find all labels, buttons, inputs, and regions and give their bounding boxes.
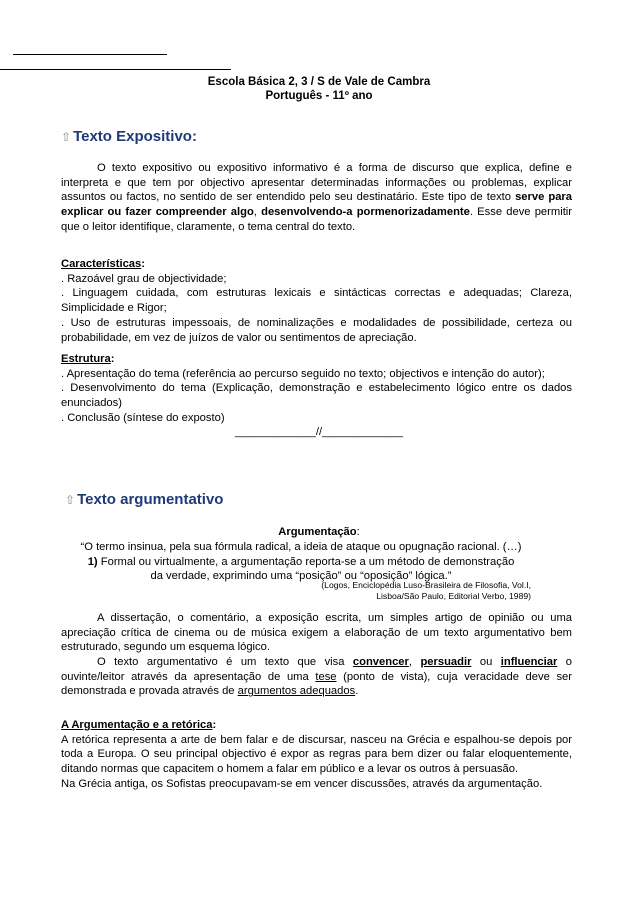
expositivo-intro: O texto expositivo ou expositivo informativo é a forma de discurso que explica, define e interpreta e que tem por objectivo apresentar determinadas informações ou problemas, explicar assuntos ou factos, no sentido de ser entendido pelo seu destinatário. Este tipo de texto serve para explicar ou fazer compreender algo, desenvolvendo-a pormenorizadamente. Esse deve permitir que o leitor identifique, claramente, o tema central do texto. [61,162,573,233]
structure-item: . Apresentação do tema (referência ao percurso seguido no texto; objectivos e intenção do autor); [61,367,545,380]
quote-line-1: “O termo insinua, pela sua fórmula radical, a ideia de ataque ou opugnação racional. (…) [80,541,522,553]
characteristic-item: . Linguagem cuidada, com estruturas lexicais e sintácticas correctas e adequadas; Clareza, Simplicidade e Rigor; [61,287,572,315]
quote-line-2: 1) Formal ou virtualmente, a argumentação reporta-se a um método de demonstração [87,556,515,568]
structure-label: Estrutura [61,353,111,365]
structure-item: . Conclusão (síntese do exposto) [61,411,225,424]
argumentativo-para-2: O texto argumentativo é um texto que visa convencer, persuadir ou influenciar o ouvinte/leitor através da apresentação de uma tese (ponto de vista), cuja veracidade deve ser demonstrada e provada através de argumentos adequados. [61,656,572,698]
up-arrow-icon: ⇧ [65,493,76,507]
rhetoric-para-1: A retórica representa a arte de bem falar e de discursar, nasceu na Grécia e espalhou-se depois por toda a Europa. O seu principal objectivo é expor as regras para bem dizer ou falar eloquentemente, ditando normas que capacitem o homem a falar em público e a levar os outros à persuasão. [61,733,572,776]
school-header [0,75,638,103]
argumentativo-para-1: A dissertação, o comentário, a exposição escrita, um simples artigo de opinião ou uma apreciação crítica de cinema ou de música exigem a elaboração de um texto argumentativo bem estruturado, segundo um esquema lógico. [61,612,572,654]
quote-line-3: da verdade, exprimindo uma “posição” ou “oposição” lógica.” [150,570,452,582]
quote-title: Argumentação: [278,526,360,538]
quote-source: (Logos, Enciclopédia Luso-Brasileira de Filosofia, Vol.I, Lisboa/São Paulo, Editorial Verbo, 1989) [321,580,531,601]
school-name: Escola Básica 2, 3 / S de Vale de Cambra [207,76,431,88]
structure-item: . Desenvolvimento do tema (Explicação, demonstração e estabelecimento lógico entre os dados enunciados) [61,382,572,410]
section-title-expositivo: ⇧ Texto Expositivo: [61,128,197,145]
characteristic-item: . Uso de estruturas impessoais, de nominalizações e modalidades de possibilidade, certeza ou probabilidade, em vez de juízos de valor ou sentimentos de apreciação. [61,316,572,344]
top-rule-short [13,54,167,55]
structure-block: Estrutura: . Apresentação do tema (referência ao percurso seguido no texto; objectivos e intenção do autor); . Desenvolvimento do tema (Explicação, demonstração e estabelecimento lógico entre os dados enunciados) . Conclusão (síntese do exposto) [61,353,572,424]
rhetoric-block: A Argumentação e a retórica: A retórica representa a arte de bem falar e de discursar, nasceu na Grécia e espalhou-se depois por toda a Europa. O seu principal objectivo é expor as regras para bem dizer ou falar eloquentemente, ditando normas que capacitem o homem a falar em público e a levar os outros à persuasão. Na Grécia antiga, os Sofistas preocupavam-se em vencer discussões, através da argumentação. [61,719,572,790]
section-title-argumentativo: ⇧ Texto argumentativo [65,491,224,508]
up-arrow-icon: ⇧ [61,130,72,144]
characteristic-item: . Razoável grau de objectividade; [61,272,227,285]
rhetoric-title: A Argumentação e a retórica [61,719,213,731]
rhetoric-para-2: Na Grécia antiga, os Sofistas preocupavam-se em vencer discussões, através da argumentação. [61,777,543,790]
subject-line: Português - 11º ano [265,90,373,102]
section-separator: _____________//_____________ [235,426,403,438]
top-rule-long [0,69,231,70]
characteristics-label: Características [61,258,142,270]
characteristics-block: Características: . Razoável grau de objectividade; . Linguagem cuidada, com estruturas lexicais e sintácticas correctas e adequadas; Clareza, Simplicidade e Rigor; . Uso de estruturas impessoais, de nominalizações e modalidades de possibilidade, certeza ou probabilidade, em vez de juízos de valor ou sentimentos de apreciação. [61,258,572,344]
